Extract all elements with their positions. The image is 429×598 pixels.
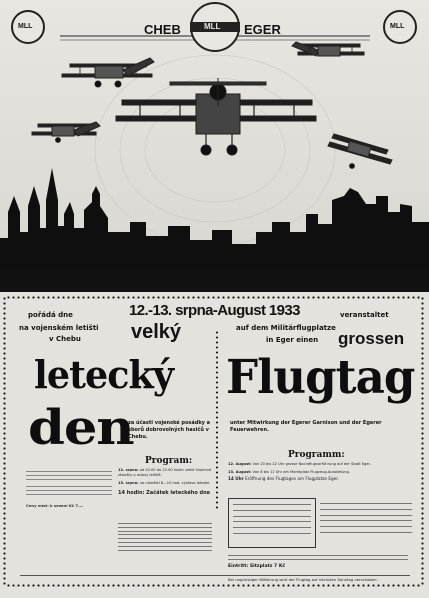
program-de-box-right	[320, 498, 412, 538]
program-de-notes	[228, 552, 408, 563]
intro-de-line3: in Eger einen	[266, 336, 319, 344]
intro-de-line2: auf dem Militärflugplatze	[236, 324, 336, 332]
program-cz-entry: 14 hodin: Začátek leteckého dne	[118, 489, 211, 496]
intro-cz-adjective: velký	[131, 321, 182, 343]
event-date: 12.-13. srpna-August 1933	[129, 302, 300, 319]
program-de-list	[228, 462, 408, 482]
program-cz-entry: 12. srpna: od 20.00 do 22.00 hodin velké hlubinné zkoušky a oslavy letiště.	[118, 468, 212, 477]
intro-cz-line2: na vojenském letišti	[19, 324, 99, 332]
title-cz-den: den	[28, 400, 134, 456]
logo-center-text: MLL	[204, 22, 221, 31]
program-cz-heading: Program:	[145, 456, 193, 466]
program-de-entry: 14 Uhr Eröffnung des Flugtages am Flugplatze Eger.	[228, 476, 339, 482]
logo-right-text: MLL	[390, 23, 405, 30]
header-city-left: CHEB	[144, 22, 181, 37]
program-de-box	[228, 498, 316, 548]
info-cz-lines	[26, 468, 112, 498]
participation-cz: za účasti vojenské posádky a sborů dobrovolných hasičů v Chebu.	[128, 420, 211, 440]
intro-de-adjective: grossen	[338, 329, 405, 348]
program-de-heading: Programm:	[288, 450, 345, 460]
footer-de-note: Bei ungünstiger Witterung wird der Flugtag auf nächsten Sonntag verschoben.	[228, 577, 378, 582]
top-dotted-border	[6, 296, 422, 299]
logo-right	[383, 10, 417, 44]
intro-cz-line1: pořádá dne	[28, 311, 73, 319]
program-cz-list	[118, 468, 212, 496]
left-dotted-border	[3, 296, 6, 586]
center-divider	[216, 330, 218, 510]
intro-cz-line3: v Chebu	[49, 335, 81, 343]
title-de-flugtag: Flugtag	[226, 350, 415, 405]
intro-de-line1: veranstaltet	[340, 311, 389, 319]
footer-rule	[20, 575, 410, 576]
program-de-entry: 13. August: Von 8 bis 12 Uhr am Marktplatz Flugzeug-Ausstellung.	[228, 469, 350, 474]
program-cz-items-lines	[118, 520, 212, 553]
logo-left	[11, 10, 45, 44]
program-cz-entry: 13. srpna: na náměstí 8—10 hod. výstava letadel.	[118, 481, 211, 486]
participation-de: unter Mitwirkung der Egerer Garnison und der Egerer Feuerwehren.	[230, 420, 382, 433]
program-de-entry: 12. August: Von 20 bis 22 Uhr grosse Nachtflugvorführung auf der Stadt Eger.	[228, 462, 371, 466]
right-dotted-border	[421, 296, 424, 586]
logo-center	[190, 2, 240, 52]
title-cz-letecky: letecký	[34, 352, 174, 397]
logo-left-text: MLL	[18, 23, 33, 30]
price-de: Eintritt: Sitzplatz 7 Kč	[228, 564, 286, 569]
header-city-right: EGER	[244, 22, 281, 37]
info-cz-price: Ceny míst: k sezení Kč 7.—	[26, 503, 84, 508]
bottom-dotted-border	[6, 584, 422, 587]
